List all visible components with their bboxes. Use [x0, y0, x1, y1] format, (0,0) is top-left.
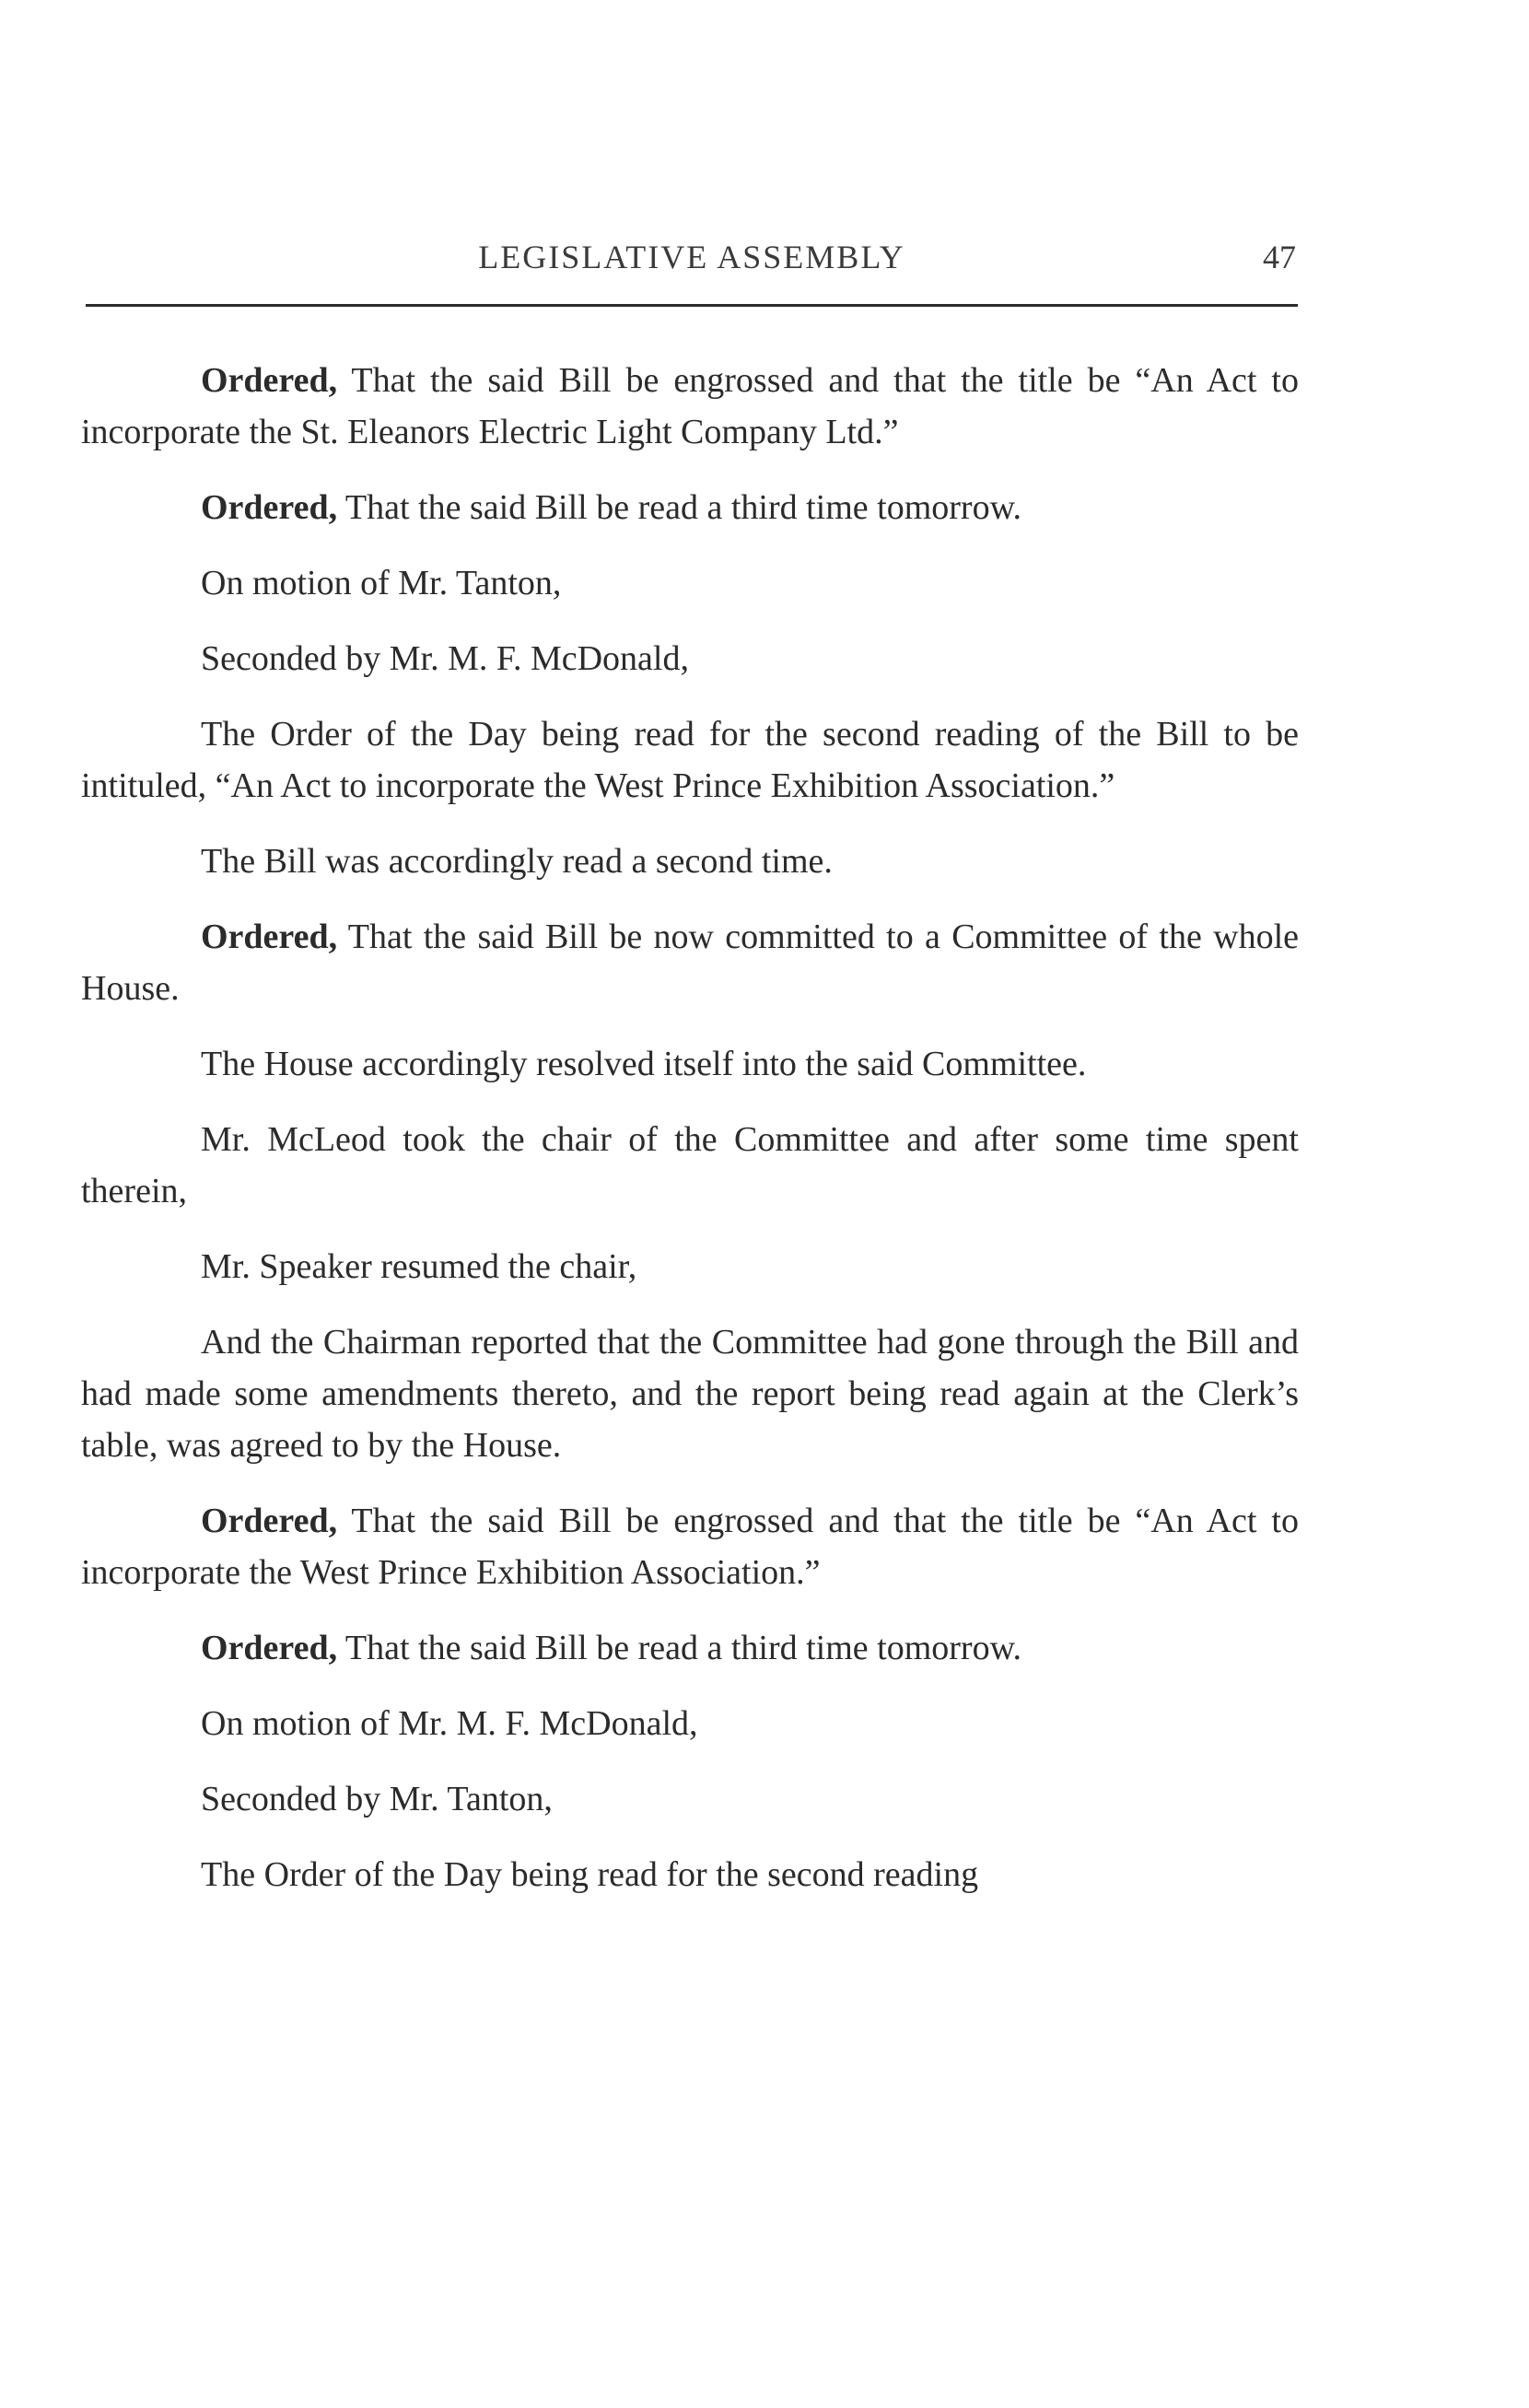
paragraph	[81, 1622, 1299, 1674]
paragraph-text: That the said Bill be read a third time tomorrow.	[337, 488, 1022, 527]
paragraph-text: Seconded by Mr. M. F. McDonald,	[201, 639, 689, 678]
paragraph	[81, 1241, 1299, 1292]
paragraph	[81, 633, 1299, 684]
paragraph-text: On motion of Mr. Tanton,	[201, 564, 562, 602]
paragraph-label: Ordered,	[201, 1502, 338, 1540]
paragraph-label: Ordered,	[201, 1629, 338, 1667]
paragraph-text: Seconded by Mr. Tanton,	[201, 1780, 553, 1818]
paragraph-text: That the said Bill be engrossed and that the title be “An Act to incorporate the St. Eleanors Electric Light Company Ltd.”	[81, 361, 1299, 451]
paragraph-text: The Order of the Day being read for the second reading	[201, 1855, 979, 1894]
paragraph-text: That the said Bill be read a third time tomorrow.	[337, 1629, 1022, 1667]
paragraph-text: The Bill was accordingly read a second time.	[201, 842, 833, 881]
paragraph	[81, 1038, 1299, 1090]
paragraph	[81, 836, 1299, 887]
paragraph-text: Mr. McLeod took the chair of the Committee and after some time spent therein,	[81, 1120, 1299, 1210]
paragraph-label: Ordered,	[201, 361, 338, 400]
paragraph	[81, 482, 1299, 533]
body-text	[81, 355, 1299, 1924]
paragraph-text: On motion of Mr. M. F. McDonald,	[201, 1704, 698, 1743]
paragraph	[81, 557, 1299, 609]
paragraph	[81, 1114, 1299, 1217]
paragraph-text: And the Chairman reported that the Committee had gone through the Bill and had made some amendments thereto, and the report being read again at the Clerk’s table, was agreed to by the House.	[81, 1323, 1299, 1465]
paragraph-text: That the said Bill be now committed to a Committee of the whole House.	[81, 918, 1299, 1008]
page-number: 47	[1263, 239, 1296, 275]
paragraph-label: Ordered,	[201, 918, 338, 956]
paragraph	[81, 1495, 1299, 1598]
paragraph	[81, 355, 1299, 458]
header-rule	[86, 304, 1298, 307]
paragraph-text: Mr. Speaker resumed the chair,	[201, 1247, 637, 1286]
paragraph	[81, 1316, 1299, 1471]
paragraph-label: Ordered,	[201, 488, 338, 527]
paragraph	[81, 911, 1299, 1014]
running-title: LEGISLATIVE ASSEMBLY	[478, 239, 905, 275]
paragraph-text: The Order of the Day being read for the second reading of the Bill to be intituled, “An Act to incorporate the West Prince Exhibition Association.”	[81, 715, 1299, 805]
paragraph	[81, 1849, 1299, 1900]
running-head	[88, 238, 1296, 284]
paragraph-text: That the said Bill be engrossed and that the title be “An Act to incorporate the West Prince Exhibition Association.”	[81, 1502, 1299, 1592]
paragraph-text: The House accordingly resolved itself into the said Committee.	[201, 1045, 1087, 1083]
paragraph	[81, 1773, 1299, 1825]
paragraph	[81, 1698, 1299, 1749]
paragraph	[81, 708, 1299, 812]
